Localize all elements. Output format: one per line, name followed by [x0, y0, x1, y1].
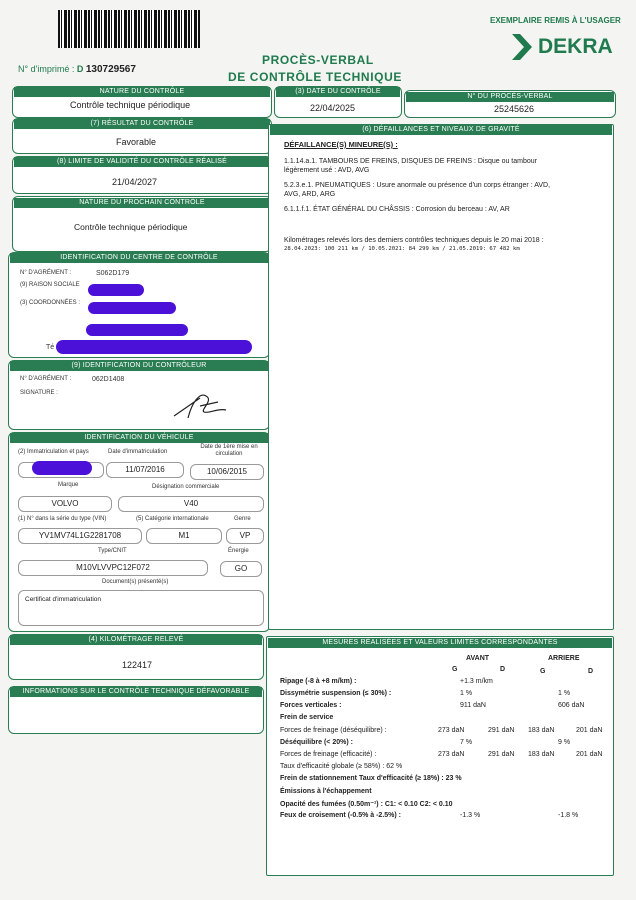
vehicule-label: IDENTIFICATION DU VÉHICULE	[10, 433, 268, 443]
redaction-raison	[88, 284, 144, 296]
redaction-immat	[32, 461, 92, 475]
categorie-label: (5) Catégorie internationale	[136, 516, 209, 522]
defaillance-line-5: 6.1.1.f.1. ÉTAT GÉNÉRAL DU CHÂSSIS : Corrosion du berceau : AV, AR	[284, 206, 510, 213]
dekra-chevron-icon	[510, 32, 534, 62]
designation-label: Désignation commerciale	[152, 484, 220, 490]
energie-field: GO	[220, 561, 262, 577]
centre-coord-label: (3) COORDONNÉES :	[20, 300, 81, 306]
mesure-value: 183 daN	[528, 751, 555, 758]
type-field: M10VLVVPC12F072	[18, 560, 208, 576]
date-value: 22/04/2025	[310, 103, 356, 113]
dekra-logo	[510, 32, 613, 62]
mesure-label: Frein de stationnement Taux d'efficacité (≥ 18%) : 23 %	[280, 775, 462, 782]
redaction-coord2	[86, 324, 188, 336]
immat-label: (2) Immatriculation et pays	[18, 449, 89, 455]
printed-label: N° d'imprimé :	[18, 64, 75, 74]
pv-value: 25245626	[494, 104, 535, 114]
nature-label: NATURE DU CONTRÔLE	[14, 87, 270, 97]
title-line1: PROCÈS-VERBAL	[262, 53, 374, 67]
mesure-label: Forces verticales :	[280, 702, 342, 709]
controleur-agrement-value: 062D1408	[92, 376, 125, 383]
vin-field: YV1MV74L1G2281708	[18, 528, 142, 544]
brand-name: DEKRA	[538, 35, 613, 58]
mesure-label: Taux d'efficacité globale (≥ 58%) : 62 %	[280, 763, 403, 770]
mesure-value: 183 daN	[528, 727, 555, 734]
next-value: Contrôle technique périodique	[74, 222, 188, 232]
copy-note: EXEMPLAIRE REMIS À L'USAGER	[490, 16, 621, 25]
signature-scribble	[170, 388, 230, 422]
pv-label: N° DU PROCÈS-VERBAL	[406, 92, 614, 102]
type-label: Type/CNIT	[98, 548, 127, 554]
defaillance-line-4: AVG, ARD, ARG	[284, 191, 336, 198]
printed-number-row	[18, 64, 136, 75]
docs-field	[18, 590, 264, 626]
defaillance-line-3: 5.2.3.e.1. PNEUMATIQUES : Usure anormale ou présence d'un corps étranger : AVD,	[284, 182, 551, 189]
mesure-value: -1.3 %	[460, 812, 481, 819]
km-label: (4) KILOMÉTRAGE RELEVÉ	[10, 635, 262, 645]
mesure-value: 201 daN	[576, 727, 603, 734]
mesure-label: Forces de freinage (efficacité) :	[280, 751, 377, 758]
mesure-value: +1.3 m/km	[460, 678, 493, 685]
defaillance-line-2: légèrement usé : AVD, AVG	[284, 167, 370, 174]
marque-label: Marque	[58, 482, 79, 488]
centre-agrement-label: N° D'AGRÉMENT :	[20, 270, 72, 276]
mesure-label: Forces de freinage (déséquilibre) :	[280, 727, 387, 734]
genre-field: VP	[226, 528, 264, 544]
centre-label: IDENTIFICATION DU CENTRE DE CONTRÔLE	[10, 253, 268, 263]
categorie-field: M1	[146, 528, 222, 544]
mesure-label: Frein de service	[280, 714, 334, 721]
mesure-value: 273 daN	[438, 751, 465, 758]
km-value: 122417	[122, 660, 153, 670]
col-arriere: ARRIERE	[548, 655, 580, 662]
mesure-label: Dissymétrie suspension (≤ 30%) :	[280, 690, 392, 697]
km-history: 28.04.2023: 100 211 km / 10.05.2021: 84 299 km / 21.05.2019: 67 482 km	[284, 246, 520, 252]
nature-value: Contrôle technique périodique	[70, 100, 191, 110]
col-arriere-g: G	[540, 668, 546, 675]
defaillances-heading: DÉFAILLANCE(S) MINEURE(S) :	[284, 140, 398, 149]
mesure-value: 273 daN	[438, 727, 465, 734]
mesure-label: Ripage (-8 à +8 m/km) :	[280, 678, 357, 685]
date-immat-label: Date d'immatriculation	[108, 449, 168, 455]
result-value: Favorable	[116, 137, 157, 147]
defaillances-label: (6) DÉFAILLANCES ET NIVEAUX DE GRAVITÉ	[270, 125, 612, 135]
validity-label: (8) LIMITE DE VALIDITÉ DU CONTRÔLE RÉALISÉ	[14, 157, 270, 167]
mesure-value: 1 %	[460, 690, 473, 697]
mesure-label: Émissions à l'échappement	[280, 788, 372, 795]
barcode	[58, 10, 200, 48]
energie-label: Énergie	[228, 548, 249, 554]
marque-field: VOLVO	[18, 496, 112, 512]
redaction-tel	[56, 340, 252, 354]
date-immat-field: 11/07/2016	[106, 462, 184, 478]
defaillances-box	[268, 124, 614, 630]
date-label: (3) DATE DU CONTRÔLE	[276, 87, 400, 97]
mesure-value: 1 %	[558, 690, 571, 697]
result-label: (7) RÉSULTAT DU CONTRÔLE	[14, 119, 270, 129]
vin-label: (1) N° dans la série du type (VIN)	[18, 516, 107, 522]
printed-number: 130729567	[85, 64, 136, 75]
printed-prefix: D	[76, 64, 84, 74]
date-circ-label: Date de 1ère mise en circulation	[200, 444, 258, 457]
docs-label: Document(s) présenté(s)	[102, 579, 169, 585]
mesure-value: 201 daN	[576, 751, 603, 758]
mesure-value: 606 daN	[558, 702, 585, 709]
col-avant-d: D	[500, 666, 506, 673]
mesure-value: 911 daN	[460, 702, 486, 709]
mesure-value: 291 daN	[488, 727, 515, 734]
mesure-label: Déséquilibre (< 20%) :	[280, 739, 353, 746]
redaction-coord1	[88, 302, 176, 314]
mesure-label: Feux de croisement (-0.5% à -2.5%) :	[280, 812, 401, 819]
mesure-value: -1.8 %	[558, 812, 579, 819]
mesures-label: MESURES RÉALISÉES ET VALEURS LIMITES CORRESPONDANTES	[268, 638, 612, 648]
mesure-label: Opacité des fumées (0.50m⁻¹) : C1: < 0.10 C2: < 0.10	[280, 801, 453, 808]
col-avant: AVANT	[466, 655, 490, 662]
mesure-value: 7 %	[460, 739, 473, 746]
col-arriere-d: D	[588, 668, 594, 675]
next-label: NATURE DU PROCHAIN CONTRÔLE	[14, 198, 270, 208]
designation-field: V40	[118, 496, 264, 512]
genre-label: Genre	[234, 516, 251, 522]
info-label: INFORMATIONS SUR LE CONTRÔLE TECHNIQUE DÉFAVORABLE	[10, 687, 262, 697]
validity-value: 21/04/2027	[112, 177, 158, 187]
docs-value: Certificat d'immatriculation	[25, 596, 102, 603]
mesure-value: 9 %	[558, 739, 571, 746]
controleur-agrement-label: N° D'AGRÉMENT :	[20, 376, 72, 382]
defaillance-line-1: 1.1.14.a.1. TAMBOURS DE FREINS, DISQUES DE FREINS : Disque ou tambour	[284, 158, 537, 165]
centre-agrement-value: S062D179	[96, 270, 130, 277]
col-avant-g: G	[452, 666, 458, 673]
controleur-signature-label: SIGNATURE :	[20, 390, 58, 396]
km-history-title: Kilométrages relevés lors des derniers contrôles techniques depuis le 20 mai 2018 :	[284, 237, 544, 244]
date-circ-field: 10/06/2015	[190, 464, 264, 480]
centre-raison-label: (9) RAISON SOCIALE	[20, 282, 80, 288]
centre-tel-label: Té	[46, 344, 55, 351]
mesure-value: 291 daN	[488, 751, 515, 758]
title-line2: DE CONTRÔLE TECHNIQUE	[228, 70, 402, 84]
controleur-label: (9) IDENTIFICATION DU CONTRÔLEUR	[10, 361, 268, 371]
